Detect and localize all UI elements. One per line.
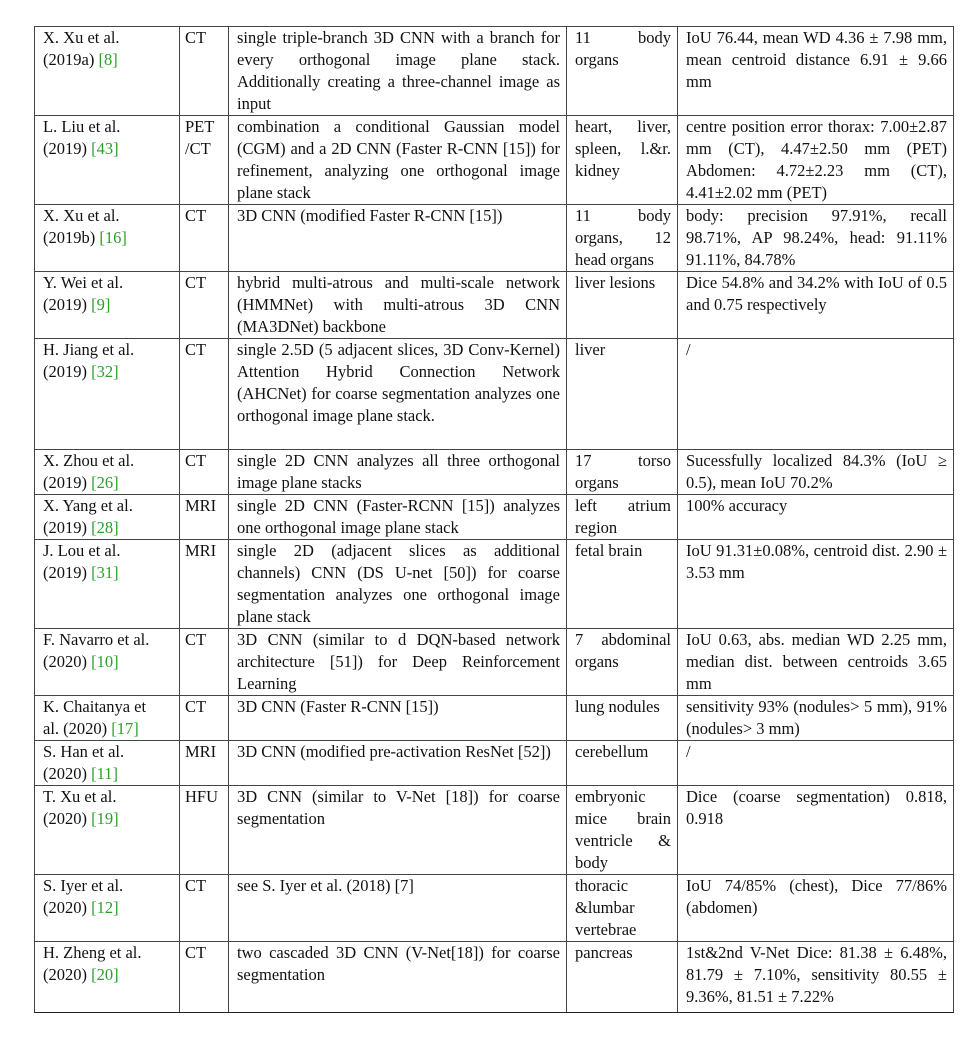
author-cell: S. Iyer et al. (2020) [12] <box>35 875 180 942</box>
method-cell: 3D CNN (modified Faster R-CNN [15]) <box>229 205 567 272</box>
method-cell: single 2D CNN analyzes all three orthogonal image plane stacks <box>229 450 567 495</box>
author-cell: Y. Wei et al. (2019) [9] <box>35 272 180 339</box>
table-row <box>35 741 954 786</box>
method-cell: 3D CNN (similar to V-Net [18]) for coarse segmentation <box>229 786 567 875</box>
result-cell: sensitivity 93% (nodules> 5 mm), 91% (nodules> 3 mm) <box>678 696 954 741</box>
citation-link[interactable]: [8] <box>98 50 118 69</box>
author-cell: S. Han et al. (2020) [11] <box>35 741 180 786</box>
method-cell: single triple-branch 3D CNN with a branch for every orthogonal image plane stack. Additionally creating a three-channel image as input <box>229 27 567 116</box>
table-row <box>35 339 954 450</box>
organ-cell: left atrium region <box>567 495 678 540</box>
author-cell: J. Lou et al. (2019) [31] <box>35 540 180 629</box>
author-cell: K. Chaitanya et al. (2020) [17] <box>35 696 180 741</box>
method-cell: 3D CNN (similar to d DQN-based network architecture [51]) for Deep Reinforcement Learning <box>229 629 567 696</box>
organ-cell: pancreas <box>567 942 678 1013</box>
table-container <box>34 26 953 1013</box>
citation-link[interactable]: [10] <box>91 652 119 671</box>
citation-link[interactable]: [43] <box>91 139 119 158</box>
organ-cell: liver <box>567 339 678 450</box>
result-cell: / <box>678 339 954 450</box>
citation-link[interactable]: [28] <box>91 518 119 537</box>
table-row <box>35 205 954 272</box>
author-cell: X. Xu et al. (2019b) [16] <box>35 205 180 272</box>
author-cell: L. Liu et al. (2019) [43] <box>35 116 180 205</box>
modality-cell: PET /CT <box>180 116 229 205</box>
method-cell: single 2D (adjacent slices as additional channels) CNN (DS U-net [50]) for coarse segmentation analyzes one orthogonal image plane stack <box>229 540 567 629</box>
citation-link[interactable]: [32] <box>91 362 119 381</box>
result-cell: IoU 0.63, abs. median WD 2.25 mm, median dist. between centroids 3.65 mm <box>678 629 954 696</box>
result-cell: IoU 91.31±0.08%, centroid dist. 2.90 ± 3.53 mm <box>678 540 954 629</box>
organ-cell: lung nodules <box>567 696 678 741</box>
modality-cell: CT <box>180 272 229 339</box>
author-cell: X. Zhou et al. (2019) [26] <box>35 450 180 495</box>
organ-cell: 11 body organs <box>567 27 678 116</box>
citation-link[interactable]: [31] <box>91 563 119 582</box>
modality-cell: MRI <box>180 495 229 540</box>
modality-cell: MRI <box>180 741 229 786</box>
author-cell: F. Navarro et al. (2020) [10] <box>35 629 180 696</box>
results-table <box>34 26 954 1013</box>
organ-cell: 11 body organs, 12 head organs <box>567 205 678 272</box>
result-cell: body: precision 97.91%, recall 98.71%, AP 98.24%, head: 91.11% 91.11%, 84.78% <box>678 205 954 272</box>
modality-cell: CT <box>180 27 229 116</box>
result-cell: IoU 76.44, mean WD 4.36 ± 7.98 mm, mean centroid distance 6.91 ± 9.66 mm <box>678 27 954 116</box>
author-cell: X. Xu et al. (2019a) [8] <box>35 27 180 116</box>
citation-link[interactable]: [19] <box>91 809 119 828</box>
table-row <box>35 942 954 1013</box>
method-cell: combination a conditional Gaussian model (CGM) and a 2D CNN (Faster R-CNN [15]) for refinement, analyzing one orthogonal image plane stack <box>229 116 567 205</box>
result-cell: IoU 74/85% (chest), Dice 77/86% (abdomen) <box>678 875 954 942</box>
organ-cell: thoracic &lumbar vertebrae <box>567 875 678 942</box>
organ-cell: liver lesions <box>567 272 678 339</box>
result-cell: Dice 54.8% and 34.2% with IoU of 0.5 and 0.75 respectively <box>678 272 954 339</box>
table-row <box>35 540 954 629</box>
organ-cell: 7 abdominal organs <box>567 629 678 696</box>
modality-cell: MRI <box>180 540 229 629</box>
result-cell: centre position error thorax: 7.00±2.87 mm (CT), 4.47±2.50 mm (PET) Abdomen: 4.72±2.23 mm (CT), 4.41±2.02 mm (PET) <box>678 116 954 205</box>
result-cell: 100% accuracy <box>678 495 954 540</box>
citation-link[interactable]: [20] <box>91 965 119 984</box>
modality-cell: CT <box>180 942 229 1013</box>
modality-cell: CT <box>180 696 229 741</box>
result-cell: Sucessfully localized 84.3% (IoU ≥ 0.5), mean IoU 70.2% <box>678 450 954 495</box>
author-cell: T. Xu et al. (2020) [19] <box>35 786 180 875</box>
method-cell: 3D CNN (modified pre-activation ResNet [52]) <box>229 741 567 786</box>
method-cell: see S. Iyer et al. (2018) [7] <box>229 875 567 942</box>
table-body <box>35 27 954 1013</box>
citation-link[interactable]: [17] <box>111 719 139 738</box>
modality-cell: CT <box>180 875 229 942</box>
method-cell: single 2D CNN (Faster-RCNN [15]) analyzes one orthogonal image plane stack <box>229 495 567 540</box>
table-row <box>35 272 954 339</box>
modality-cell: CT <box>180 629 229 696</box>
modality-cell: CT <box>180 205 229 272</box>
organ-cell: fetal brain <box>567 540 678 629</box>
author-cell: H. Jiang et al. (2019) [32] <box>35 339 180 450</box>
method-cell: single 2.5D (5 adjacent slices, 3D Conv-Kernel) Attention Hybrid Connection Network (AHCNet) for coarse segmentation analyzes one orthogonal image plane stack. <box>229 339 567 450</box>
modality-cell: HFU <box>180 786 229 875</box>
organ-cell: cerebellum <box>567 741 678 786</box>
result-cell: / <box>678 741 954 786</box>
table-row <box>35 786 954 875</box>
table-row <box>35 629 954 696</box>
modality-cell: CT <box>180 339 229 450</box>
modality-cell: CT <box>180 450 229 495</box>
citation-link[interactable]: [16] <box>99 228 127 247</box>
author-cell: H. Zheng et al. (2020) [20] <box>35 942 180 1013</box>
method-cell: two cascaded 3D CNN (V-Net[18]) for coarse segmentation <box>229 942 567 1013</box>
citation-link[interactable]: [26] <box>91 473 119 492</box>
result-cell: Dice (coarse segmentation) 0.818, 0.918 <box>678 786 954 875</box>
organ-cell: heart, liver, spleen, l.&r. kidney <box>567 116 678 205</box>
table-row <box>35 495 954 540</box>
table-row <box>35 875 954 942</box>
citation-link[interactable]: [11] <box>91 764 119 783</box>
organ-cell: 17 torso organs <box>567 450 678 495</box>
author-cell: X. Yang et al. (2019) [28] <box>35 495 180 540</box>
organ-cell: embryonic mice brain ventricle & body <box>567 786 678 875</box>
table-row <box>35 696 954 741</box>
citation-link[interactable]: [12] <box>91 898 119 917</box>
result-cell: 1st&2nd V-Net Dice: 81.38 ± 6.48%, 81.79 ± 7.10%, sensitivity 80.55 ± 9.36%, 81.51 ± 7.22% <box>678 942 954 1013</box>
citation-link[interactable]: [9] <box>91 295 111 314</box>
table-row <box>35 116 954 205</box>
table-row <box>35 27 954 116</box>
table-row <box>35 450 954 495</box>
method-cell: 3D CNN (Faster R-CNN [15]) <box>229 696 567 741</box>
method-cell: hybrid multi-atrous and multi-scale network (HMMNet) with multi-atrous 3D CNN (MA3DNet) backbone <box>229 272 567 339</box>
